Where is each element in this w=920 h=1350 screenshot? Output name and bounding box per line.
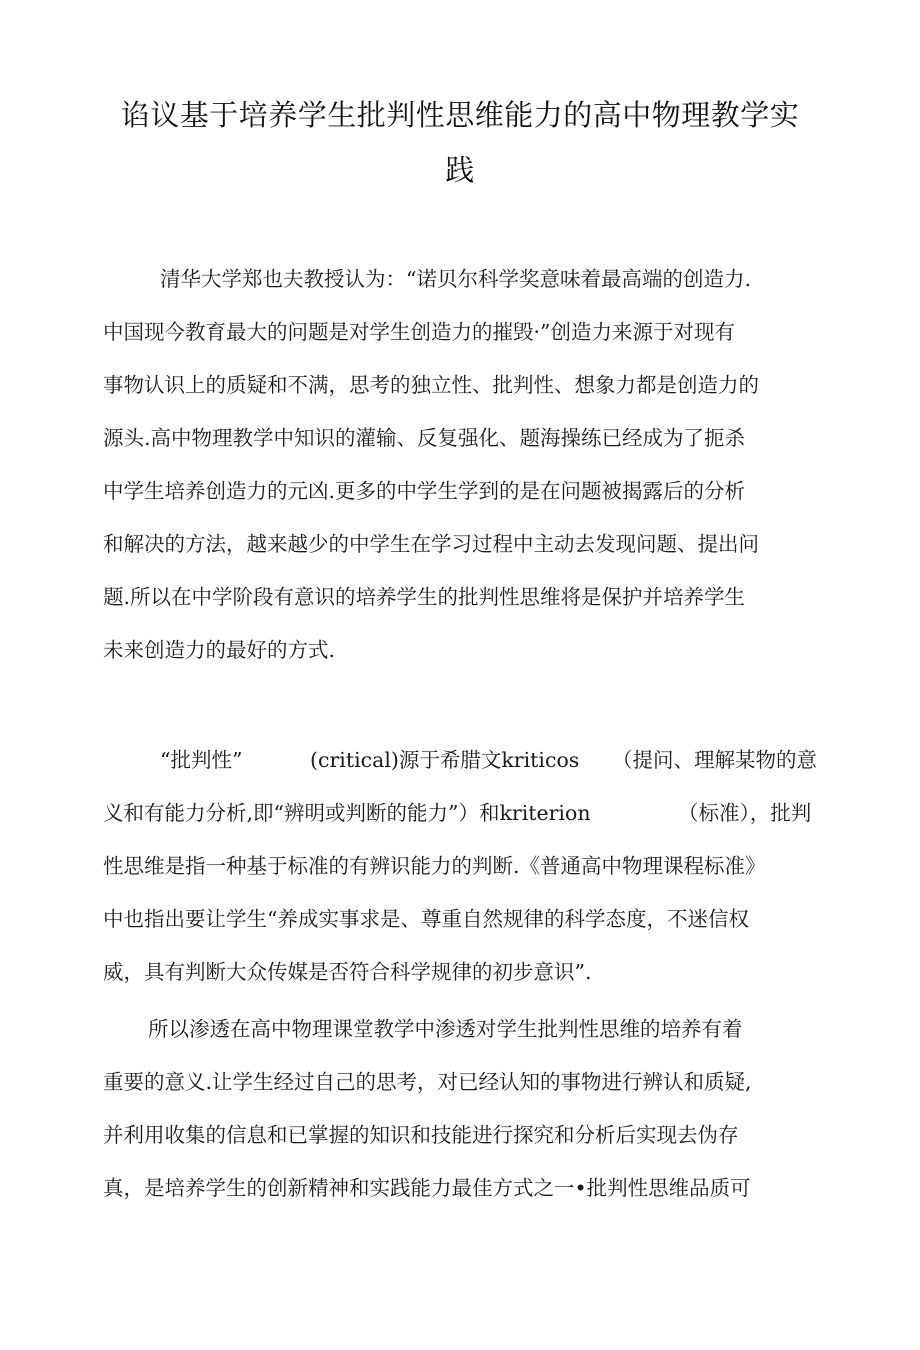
paragraph-1-line-8: 未来创造力的最好的方式.: [103, 638, 336, 662]
paragraph-3-line-1: 所以渗透在高中物理课堂教学中渗透对学生批判性思维的培养有着: [148, 1017, 743, 1041]
document-title-line-1: 谄议基于培养学生批判性思维能力的高中物理教学实: [120, 98, 800, 132]
paragraph-1-line-6: 和解决的方法，越来越少的中学生在学习过程中主动去发现问题、提出问: [103, 532, 759, 556]
paragraph-2-line-3: 性思维是指一种基于标准的有辨识能力的判断.《普通高中物理课程标准》: [103, 854, 766, 878]
paragraph-3-line-2: 重要的意义.让学生经过自己的思考，对已经认知的事物进行辨认和质疑,: [103, 1070, 752, 1094]
paragraph-2-standard: （标准），批判: [678, 801, 812, 825]
paragraph-1-line-4: 源头.高中物理教学中知识的灌输、反复强化、题海操练已经成为了扼杀: [103, 426, 746, 450]
paragraph-2-line-2-text: 义和有能力分析,即“辨明或判断的能力”）和kriterion: [103, 801, 591, 825]
paragraph-1-line-5: 中学生培养创造力的元凶.更多的中学生学到的是在问题被揭露后的分析: [103, 479, 746, 503]
paragraph-2-etymology: (critical)源于希腊文kriticos: [310, 748, 580, 772]
paragraph-1-line-1: 清华大学郑也夫教授认为：“诺贝尔科学奖意味着最高端的创造力.: [160, 267, 751, 291]
document-title-line-2: 践: [445, 153, 475, 187]
paragraph-2-meaning: （提问、理解某物的意: [612, 748, 817, 772]
paragraph-2-term-critical: “批判性”: [160, 748, 243, 772]
paragraph-1-line-3: 事物认识上的质疑和不满，思考的独立性、批判性、想象力都是创造力的: [103, 373, 759, 397]
paragraph-2-line-4: 中也指出要让学生“养成实事求是、尊重自然规律的科学态度，不迷信权: [103, 907, 749, 931]
paragraph-2-line-5: 威，具有判断大众传媒是否符合科学规律的初步意识”.: [103, 960, 592, 984]
paragraph-1-line-7: 题.所以在中学阶段有意识的培养学生的批判性思维将是保护并培养学生: [103, 585, 746, 609]
paragraph-3-line-3: 并利用收集的信息和已掌握的知识和技能进行探究和分析后实现去伪存: [103, 1123, 739, 1147]
paragraph-3-line-4: 真，是培养学生的创新精神和实践能力最佳方式之一•批判性思维品质可: [103, 1176, 751, 1200]
paragraph-1-line-2: 中国现今教育最大的问题是对学生创造力的摧毁·”创造力来源于对现有: [103, 320, 735, 344]
